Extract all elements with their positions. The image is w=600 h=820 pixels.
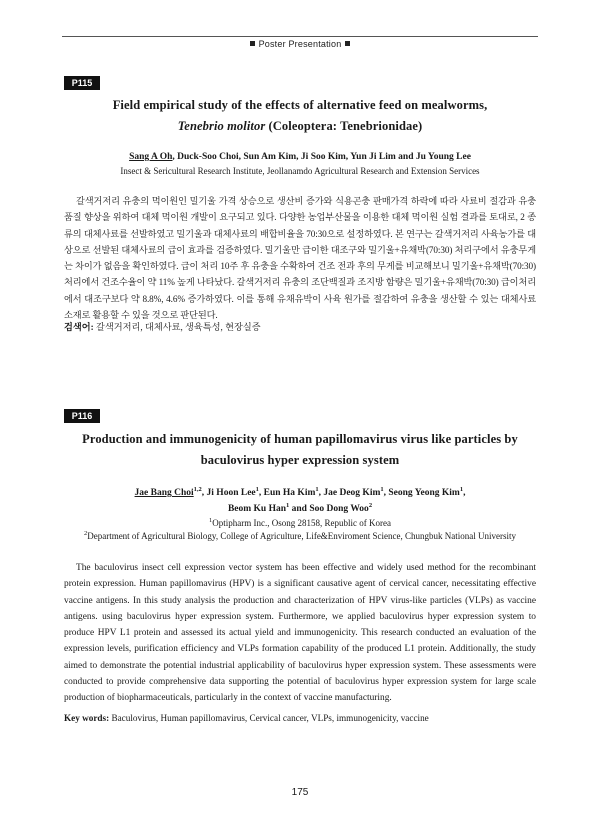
header-rule: [62, 36, 538, 37]
square-bullet-icon: [250, 41, 255, 46]
author: Jae Deog Kim$^1$,: [323, 485, 389, 498]
co-authors: , Duck-Soo Choi, Sun Am Kim, Ji Soo Kim, Yun Ji Lim and Ju Young Lee: [172, 152, 471, 162]
author-list-p116: [62, 485, 538, 517]
presenting-author: Sang A Oh: [129, 152, 173, 162]
title-line-1: Field empirical study of the effects of alternative feed on mealworms,: [112, 98, 488, 112]
author: Ji Hoon Lee$^1$,: [206, 485, 264, 498]
title-line-1: Production and immunogenicity of human papillomavirus virus like particles by: [82, 432, 518, 446]
author: Eun Ha Kim$^1$,: [263, 485, 324, 498]
affiliation-p115: Insect & Sericultural Research Institute, Jeollanamdo Agricultural Research and Extension Services: [120, 166, 480, 176]
author-list-p115: [62, 150, 538, 164]
keywords-list: 갈색거저리, 대체사료, 생육특성, 현장실증: [93, 322, 261, 332]
page-number: 175: [291, 787, 309, 798]
affiliation-p116: [62, 517, 538, 542]
abstract-p115: 갈색거저리 유충의 먹이원인 밀기울 가격 상승으로 생산비 증가와 식용곤충 판매가격 하락에 따라 사료비 절감과 유충 품질 향상을 위하여 대체 먹이원 개발이 요구되고 있다. 다양한 농업부산물을 이용한 대체 먹이원 실험 결과를 토대로, 2 종류의 대체사료를 선발하였고 밀기울과 대체사료의 배합비율을 70:30으로 설정하였다. 본 연구는 갈색거저리 사육농가를 대상으로 선발된 대체사료의 급이 효과를 검증하였다. 밀기울만 급이한 대조구와 밀기울+유채박(70:30) 처리구에서 유충무게는 차이가 없음을 확인하였다. 급이 처리 10주 후 유충을 수확하여 건조 전과 후의 무게를 비교해보니 밀기울+유채박(70:30) 처리에서 건조수율이 약 11% 높게 나타났다. 갈색거저리 유충의 조단백질과 조지방 함량은 밀기울+유채박(70:30) 급이처리에서 대조구보다 약 8.8%, 4.6% 증가하였다. 이를 통해 유채유박이 사육 원가를 절감하여 유충을 생산할 수 있는 대체사료 소재로 활용할 수 있을 것으로 판단된다.: [64, 196, 536, 321]
keywords-list: Baculovirus, Human papillomavirus, Cervical cancer, VLPs, immunogenicity, vaccine: [109, 713, 429, 723]
section-header-label: Poster Presentation: [258, 39, 342, 49]
author: Beom Ku Han$^1$ and: [227, 501, 310, 514]
title-line-2: [62, 116, 538, 137]
keywords-p115: [64, 320, 536, 334]
title-line-2-rest: (Coleoptera: Tenebrionidae): [265, 119, 423, 133]
keywords-label: Key words:: [64, 713, 110, 723]
title-line-2: baculovirus hyper expression system: [200, 453, 400, 467]
poster-badge-p116: P116: [64, 409, 100, 423]
keywords-p116: [64, 711, 536, 725]
abstract-p116: The baculovirus insect cell expression vector system has been effective and widely used method for the recombinant protein expression. Human papillomavirus (HPV) is a significant causative agent of cervical cancer, necessitating effective vaccine antigens. In this study analysis the production and characterization of HPV virus-like particles (VLPs) as vaccine antigens. using baculovirus hyper expression system. Furthermore, we applied baculovirus hyper expression system to produce HPV L1 protein and assessed its actual yield and immunogenicity. This research conducted an evaluation of the expression levels, purification efficiency and VLPs formation capability of the produced L1 protein. Additionally, the study aimed to demonstrate the potential industrial applicability of baculovirus hyper expression system. These assessments were conducted to provide comprehensive data supporting the potential of baculovirus hyper expression system for large scale production of biopharmaceuticals, particularly in the context of vaccine manufacturing.: [64, 563, 536, 704]
affiliation-2: $^2$Department of Agricultural Biology, College of Agriculture, Life&Enviroment Science, Chungbuk National University: [83, 529, 517, 541]
affiliation-1: $^1$Optipharm Inc., Osong 28158, Republic of Korea: [209, 517, 391, 528]
keywords-label: 검색어:: [64, 322, 94, 332]
section-header: [0, 39, 600, 49]
poster-title-p116: [62, 429, 538, 471]
species-name: Tenebrio molitor: [177, 119, 266, 133]
author: Soo Dong Woo$^2$: [309, 501, 373, 514]
author: Seong Yeong Kim$^1$,: [388, 485, 466, 498]
author: Jae Bang Choi$^{1,2}$,: [134, 485, 207, 498]
poster-title-p115: [62, 95, 538, 137]
square-bullet-icon: [345, 41, 350, 46]
poster-badge-p115: P115: [64, 76, 100, 90]
